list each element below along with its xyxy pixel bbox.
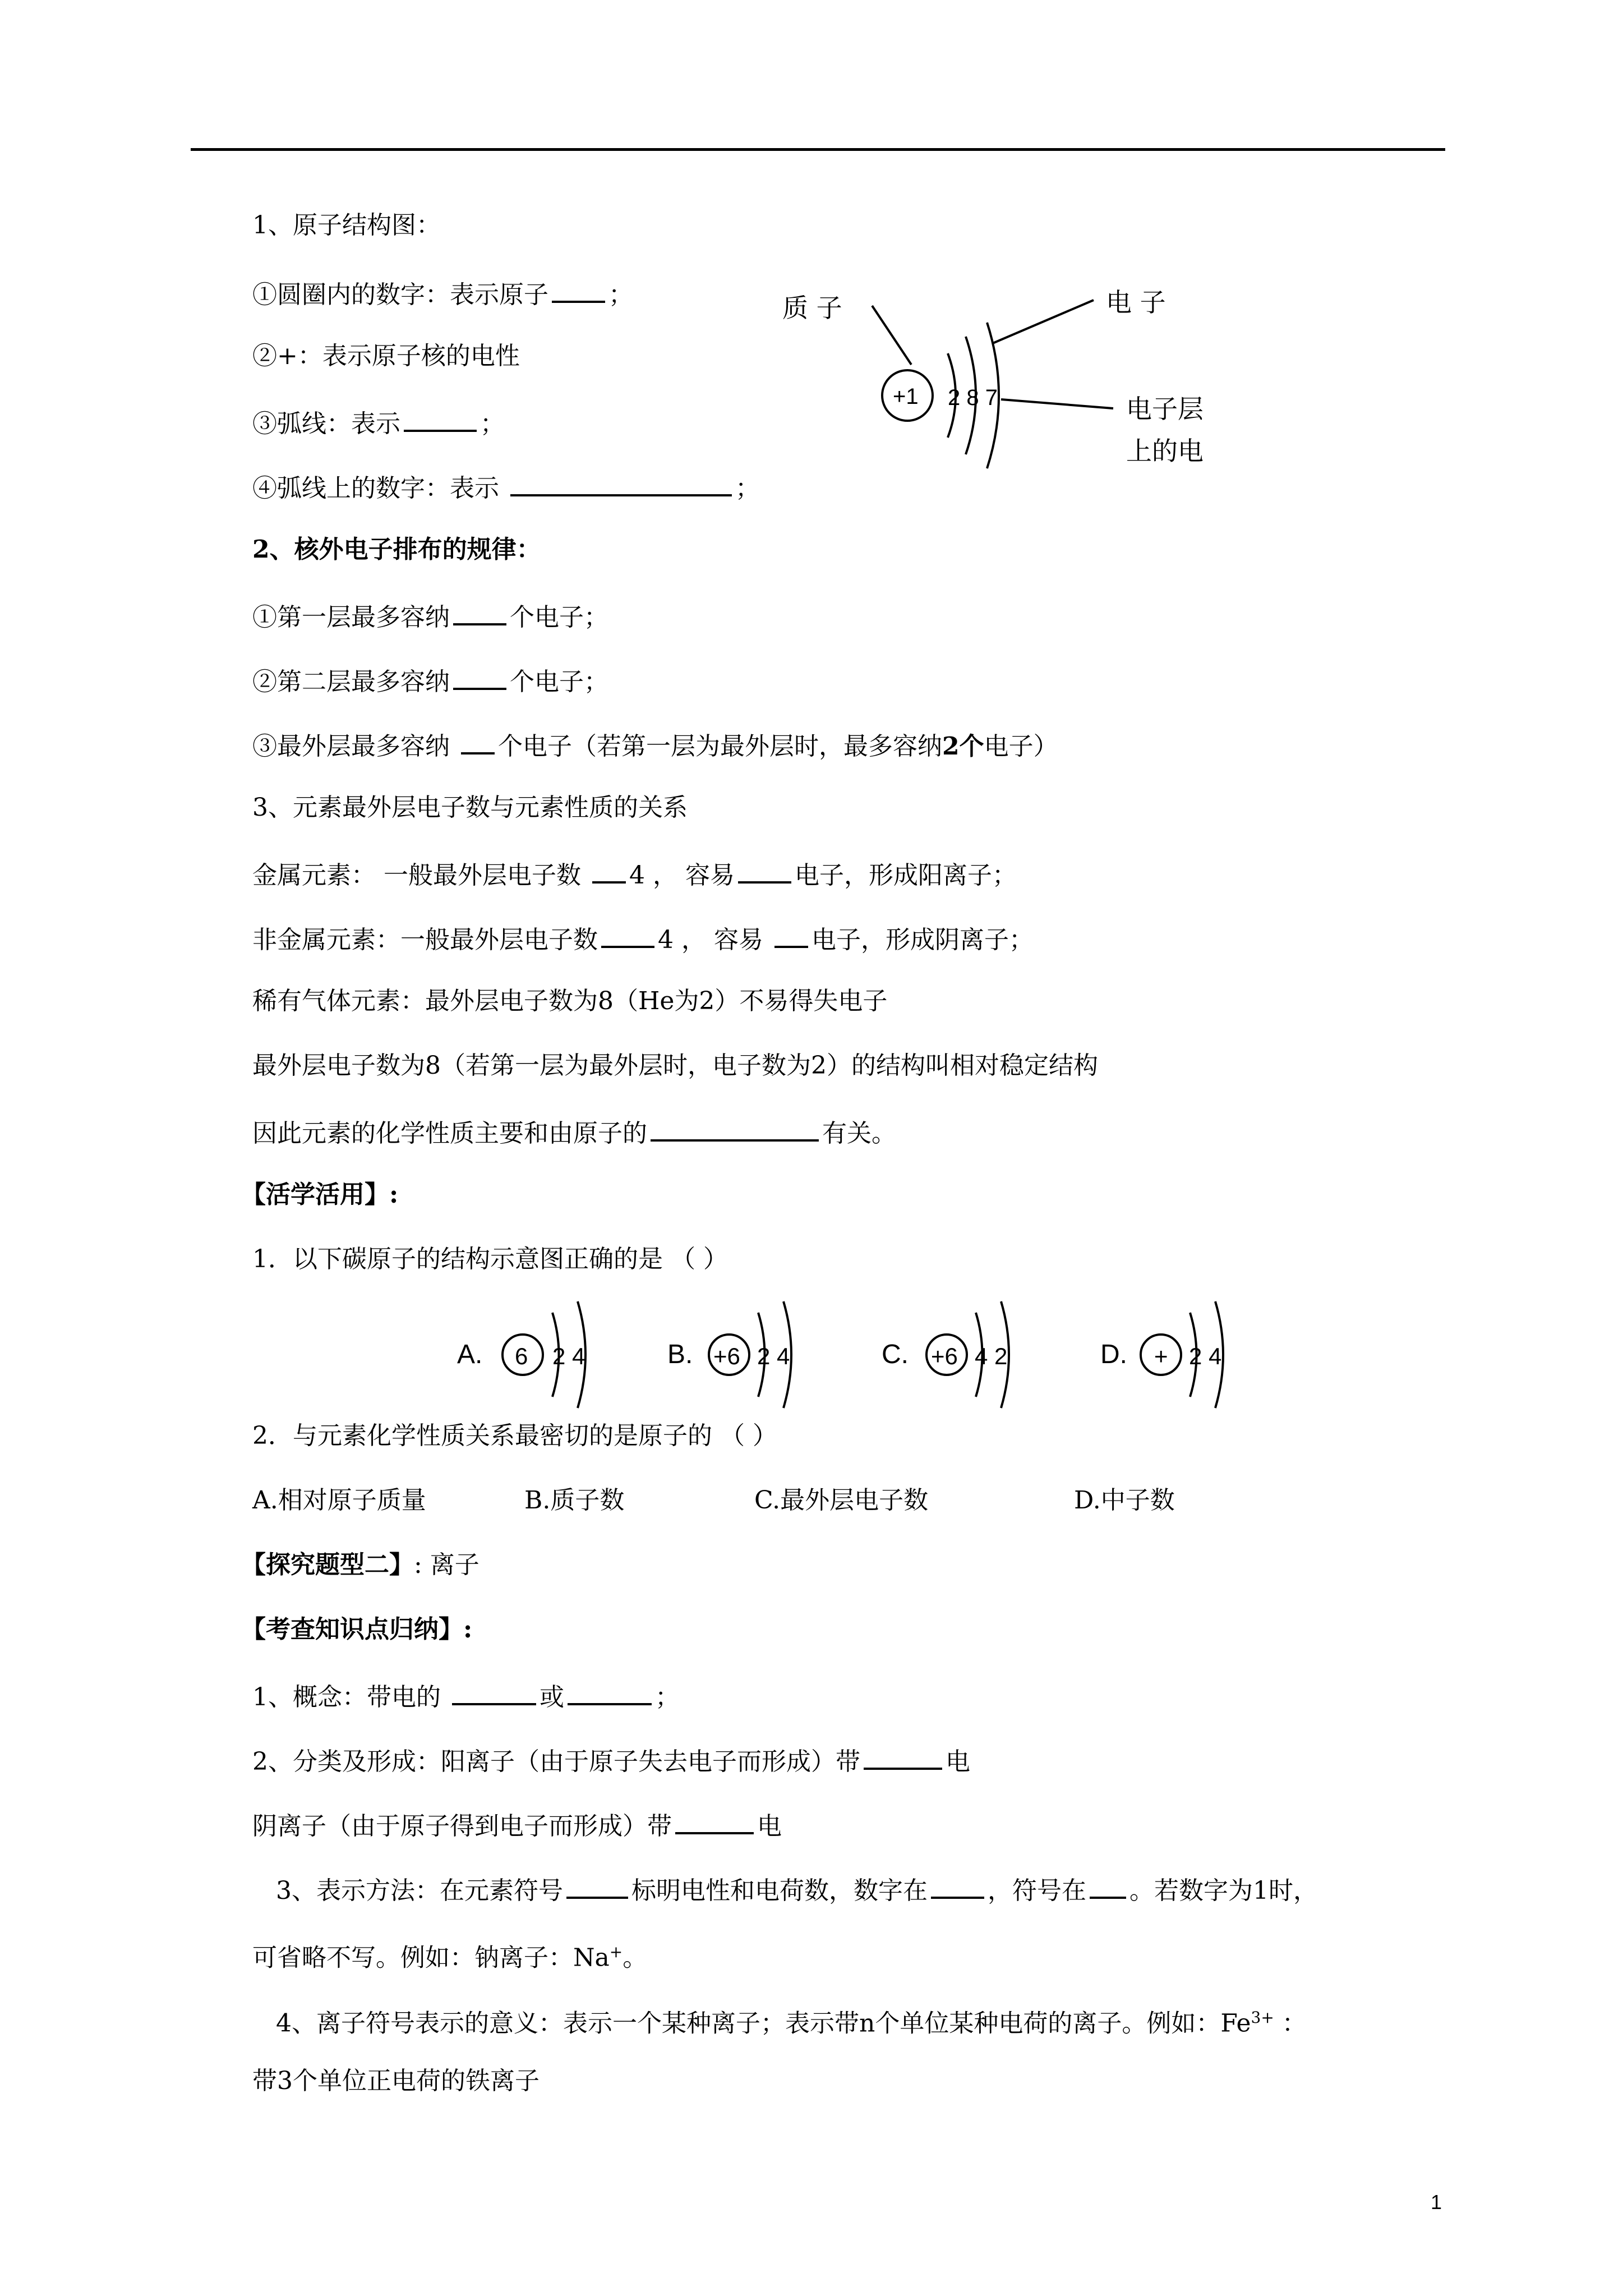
text: 金属元素： 一般最外层电子数 bbox=[252, 861, 581, 890]
text: 电 bbox=[757, 1812, 782, 1841]
text: ②第二层最多容纳 bbox=[252, 668, 450, 696]
nucleus-charge: +1 bbox=[893, 384, 919, 409]
ion-notation-cont bbox=[252, 1935, 647, 1975]
text: 标明电性和电荷数，数字在 bbox=[631, 1876, 928, 1905]
text: 4 ， 容易 bbox=[658, 926, 763, 954]
proton-label: 质 子 bbox=[782, 293, 842, 323]
option-c-letter: C. bbox=[882, 1340, 909, 1369]
ion-symbol-meaning bbox=[276, 2001, 1307, 2041]
text: ③弧线：表示 bbox=[252, 409, 400, 438]
text: 有关。 bbox=[822, 1119, 896, 1148]
text: ； bbox=[480, 409, 505, 438]
option-a-charge: 6 bbox=[515, 1343, 528, 1369]
text: ； bbox=[655, 1683, 680, 1711]
text: 电子，形成阳离子； bbox=[794, 861, 1017, 890]
text: 2个 bbox=[942, 732, 984, 761]
electron-label: 电 子 bbox=[1106, 287, 1166, 318]
text: 【探究题型二】 bbox=[241, 1550, 414, 1579]
option-c-diagram[interactable] bbox=[882, 1301, 1009, 1408]
explore-heading bbox=[241, 1548, 479, 1582]
answer-blank[interactable] bbox=[452, 1677, 536, 1705]
text: ； bbox=[608, 280, 633, 309]
text: 非金属元素：一般最外层电子数 bbox=[252, 926, 598, 954]
option-d[interactable]: D.中子数 bbox=[1074, 1486, 1175, 1515]
stable-structure-rule: 最外层电子数为8（若第一层为最外层时，电子数为2）的结构叫相对稳定结构 bbox=[252, 1051, 1098, 1080]
text: ①第一层最多容纳 bbox=[252, 603, 450, 632]
option-d-letter: D. bbox=[1100, 1340, 1127, 1369]
answer-blank[interactable] bbox=[931, 1871, 984, 1899]
text: : bbox=[463, 1615, 473, 1644]
layer-label-1: 电子层 bbox=[1126, 394, 1204, 424]
text: 阴离子（由于原子得到电子而形成）带 bbox=[252, 1812, 672, 1841]
shell-electrons: 2 8 7 bbox=[948, 385, 998, 410]
text: 个电子（若第一层为最外层时，最多容纳 bbox=[498, 732, 942, 761]
ion-symbol-example: 带3个单位正电荷的铁离子 bbox=[252, 2067, 540, 2095]
text: ，符号在 bbox=[988, 1876, 1086, 1905]
answer-blank[interactable] bbox=[864, 1742, 942, 1770]
text: 电子） bbox=[984, 732, 1058, 761]
option-a-letter: A. bbox=[457, 1340, 483, 1369]
text: 4、离子符号表示的意义：表示一个某种离子；表示带n个单位某种电荷的离子。例如：Fe bbox=[276, 2009, 1251, 2038]
question-1: 1．以下碳原子的结构示意图正确的是 （ ） bbox=[252, 1245, 728, 1273]
option-a[interactable]: A.相对原子质量 bbox=[252, 1486, 426, 1515]
option-d-shells: 2 4 bbox=[1189, 1343, 1222, 1369]
text: : 离子 bbox=[414, 1550, 479, 1579]
answer-blank[interactable] bbox=[568, 1677, 652, 1705]
section-1-item-2: ②+：表示原子核的电性 bbox=[252, 342, 520, 370]
answer-blank[interactable] bbox=[566, 1871, 628, 1899]
superscript: + bbox=[609, 1943, 623, 1961]
text: ④弧线上的数字：表示 bbox=[252, 474, 499, 503]
text: ①圆圈内的数字：表示原子 bbox=[252, 280, 548, 309]
text: 。若数字为1时， bbox=[1129, 1876, 1318, 1905]
option-c-charge: +6 bbox=[931, 1343, 958, 1369]
answer-blank[interactable] bbox=[1090, 1871, 1126, 1899]
text: 1、概念：带电的 bbox=[252, 1683, 441, 1711]
option-c-shells: 4 2 bbox=[975, 1343, 1008, 1369]
option-a-shells: 2 4 bbox=[552, 1343, 585, 1369]
question-2: 2．与元素化学性质关系最密切的是原子的 （ ） bbox=[252, 1421, 777, 1450]
section-1-title: 1、原子结构图： bbox=[252, 211, 441, 240]
option-a-diagram[interactable] bbox=[457, 1301, 585, 1408]
text: 2、分类及形成：阳离子（由于原子失去电子而形成）带 bbox=[252, 1747, 860, 1776]
text: 因此元素的化学性质主要和由原子的 bbox=[252, 1119, 647, 1148]
ion-concept bbox=[252, 1677, 680, 1714]
text: 【考查知识点归纳】 bbox=[241, 1615, 463, 1644]
option-d-charge: + bbox=[1154, 1343, 1168, 1369]
page-number: 1 bbox=[1431, 2191, 1442, 2214]
ion-notation bbox=[276, 1871, 1318, 1908]
text: ③最外层最多容纳 bbox=[252, 732, 450, 761]
option-b[interactable]: B.质子数 bbox=[524, 1486, 625, 1515]
text: 或 bbox=[540, 1683, 564, 1711]
option-b-diagram[interactable] bbox=[667, 1301, 791, 1408]
text: ： bbox=[1274, 2009, 1307, 2038]
option-c[interactable]: C.最外层电子数 bbox=[754, 1486, 929, 1515]
text: 4 ， 容易 bbox=[629, 861, 735, 890]
text: 【活学活用】 bbox=[241, 1180, 389, 1209]
noble-gas-rule: 稀有气体元素：最外层电子数为8（He为2）不易得失电子 bbox=[252, 987, 888, 1015]
section-3-title: 3、元素最外层电子数与元素性质的关系 bbox=[252, 793, 688, 822]
text: 个电子； bbox=[510, 668, 608, 696]
option-b-letter: B. bbox=[667, 1340, 693, 1369]
superscript: 3+ bbox=[1251, 2008, 1274, 2027]
text: 电 bbox=[946, 1747, 970, 1776]
text: 电子，形成阴离子； bbox=[811, 926, 1034, 954]
text: : bbox=[389, 1180, 399, 1209]
layer-label-2: 上的电 bbox=[1126, 436, 1204, 466]
option-b-charge: +6 bbox=[713, 1343, 740, 1369]
text: 可省略不写。例如：钠离子：Na bbox=[252, 1943, 610, 1972]
option-b-shells: 2 4 bbox=[757, 1343, 790, 1369]
answer-blank[interactable] bbox=[675, 1806, 754, 1834]
text: 3、表示方法：在元素符号 bbox=[276, 1876, 563, 1905]
text: 个电子； bbox=[510, 603, 608, 632]
summary-heading bbox=[241, 1613, 472, 1646]
text: ； bbox=[735, 474, 760, 503]
option-d-diagram[interactable] bbox=[1100, 1301, 1223, 1408]
ion-anion bbox=[252, 1806, 782, 1843]
section-2-title: 2、核外电子排布的规律： bbox=[252, 535, 541, 564]
ion-cation bbox=[252, 1742, 970, 1779]
text: 。 bbox=[623, 1943, 648, 1972]
